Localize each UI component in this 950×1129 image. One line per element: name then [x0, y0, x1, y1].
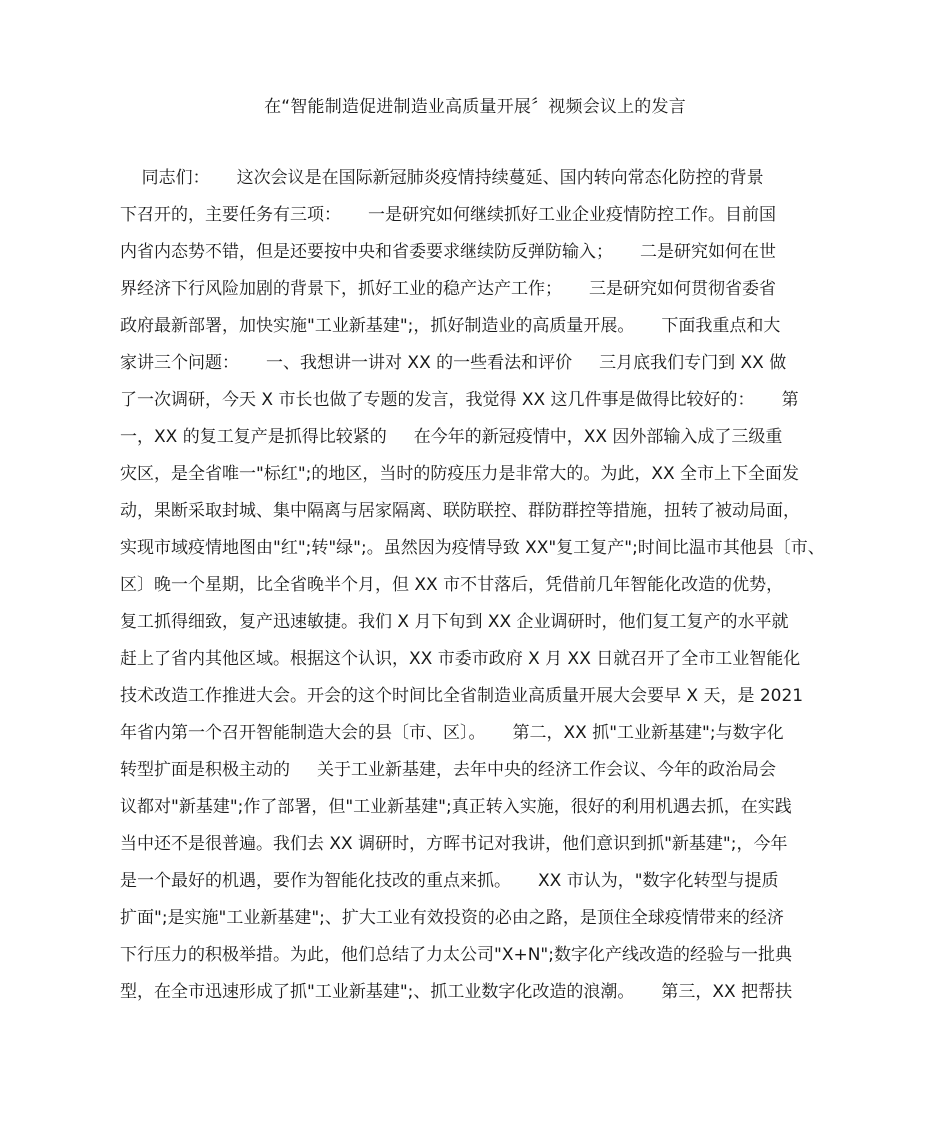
body-line: 区〕晚一个星期，比全省晚半个月，但 XX 市不甘落后，凭借前几年智能化改造的优势， — [120, 575, 784, 595]
document-body — [120, 160, 832, 1011]
body-line: 赶上了省内其他区域。根据这个认识，XX 市委市政府 X 月 XX 日就召开了全市工业智能化 — [120, 649, 801, 669]
body-line: 转型扩面是积极主动的 关于工业新基建，去年中央的经济工作会议、今年的政治局会 — [120, 760, 777, 780]
body-line: 是一个最好的机遇，要作为智能化技改的重点来抓。 XX 市认为，"数字化转型与提质 — [120, 871, 779, 891]
body-line: 年省内第一个召开智能制造大会的县〔市、区〕。 第二，XX 抓"工业新基建";与数字化 — [120, 723, 784, 743]
body-line: 政府最新部署，加快实施"工业新基建";，抓好制造业的高质量开展。 下面我重点和大 — [120, 316, 781, 336]
body-line: 界经济下行风险加剧的背景下，抓好工业的稳产达产工作； 三是研究如何贯彻省委省 — [120, 279, 777, 299]
body-line: 同志们： 这次会议是在国际新冠肺炎疫情持续蔓延、国内转向常态化防控的背景 — [120, 168, 764, 188]
body-line: 下召开的，主要任务有三项： 一是研究如何继续抓好工业企业疫情防控工作。目前国 — [120, 205, 777, 225]
body-line: 家讲三个问题： 一、我想讲一讲对 XX 的一些看法和评价 三月底我们专门到 XX 做 — [120, 353, 787, 373]
body-line: 动，果断采取封城、集中隔离与居家隔离、联防联控、群防群控等措施，扭转了被动局面， — [120, 501, 800, 521]
body-line: 扩面";是实施"工业新基建";、扩大工业有效投资的必由之路，是顶住全球疫情带来的经济 — [120, 908, 784, 928]
body-line: 下行压力的积极举措。为此，他们总结了力太公司"X+N";数字化产线改造的经验与一批典 — [120, 945, 792, 965]
body-line: 灾区，是全省唯一"标红";的地区，当时的防疫压力是非常大的。为此，XX 全市上下全面发 — [120, 464, 800, 484]
body-line: 内省内态势不错，但是还要按中央和省委要求继续防反弹防输入； 二是研究如何在世 — [120, 242, 777, 262]
body-line: 了一次调研，今天 X 市长也做了专题的发言，我觉得 XX 这几件事是做得比较好的： 第 — [120, 390, 799, 410]
body-line: 议都对"新基建";作了部署，但"工业新基建";真正转入实施，很好的利用机遇去抓，在实践 — [120, 797, 792, 817]
body-line: 复工抓得细致，复产迅速敏捷。我们 X 月下旬到 XX 企业调研时，他们复工复产的水平就 — [120, 612, 789, 632]
body-line: 当中还不是很普遍。我们去 XX 调研时，方晖书记对我讲，他们意识到抓"新基建";，今年 — [120, 834, 788, 854]
body-line: 技术改造工作推进大会。开会的这个时间比全省制造业高质量开展大会要早 X 天，是 2021 — [120, 686, 804, 706]
body-line: 型，在全市迅速形成了抓"工业新基建";、抓工业数字化改造的浪潮。 第三，XX 把帮扶 — [120, 982, 793, 1002]
body-line: 实现市域疫情地图由"红";转"绿";。虽然因为疫情导致 XX"复工复产";时间比温市其他县〔市、 — [120, 538, 825, 558]
body-line: 一，XX 的复工复产是抓得比较紧的 在今年的新冠疫情中，XX 因外部输入成了三级重 — [120, 427, 783, 447]
document-title: 在“智能制造促进制造业高质量开展〞视频会议上的发言 — [264, 97, 686, 117]
